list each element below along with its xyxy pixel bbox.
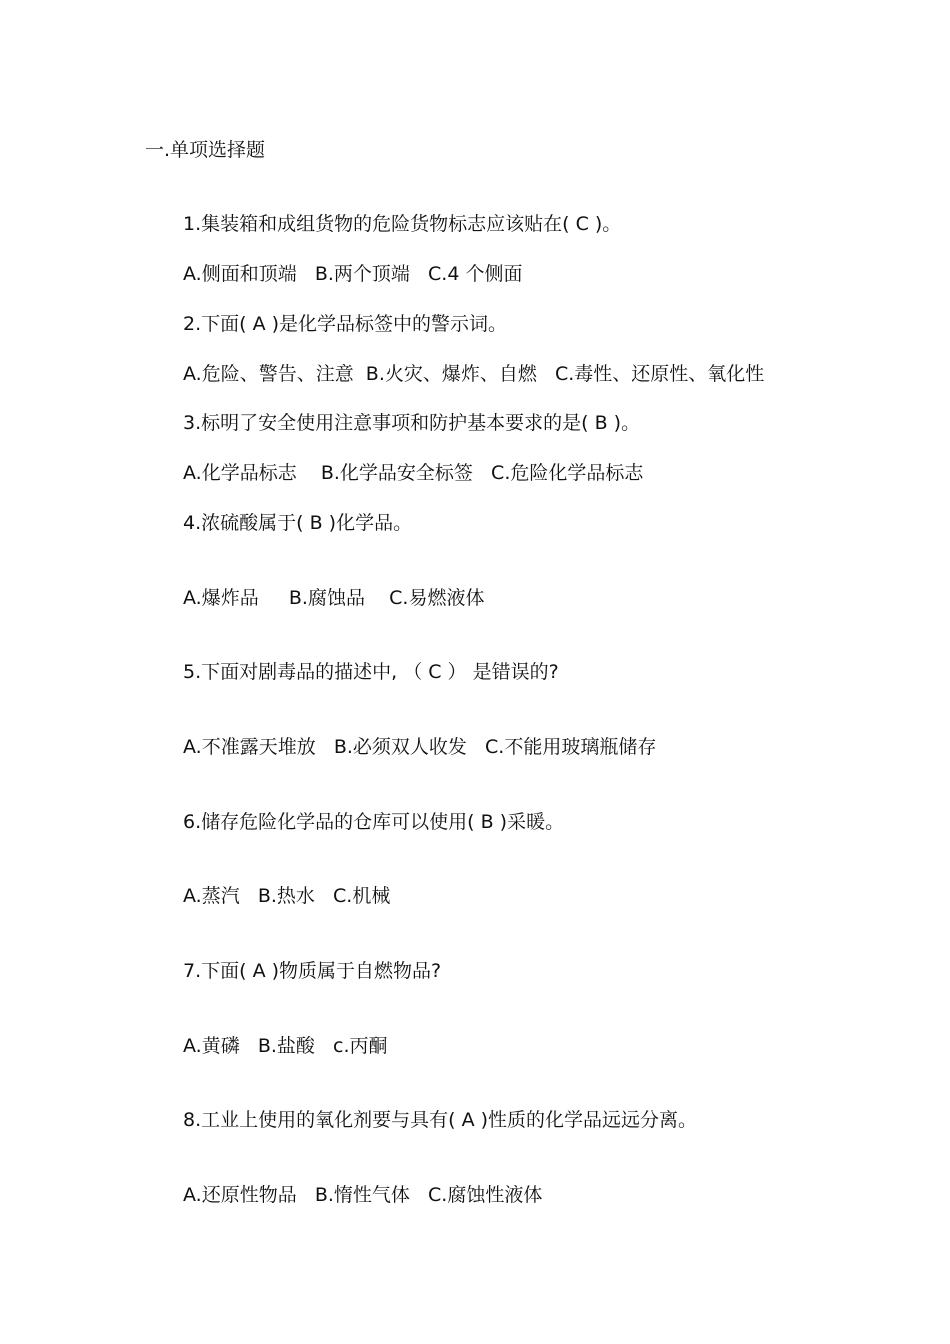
question-1: 1.集装箱和成组货物的危险货物标志应该贴在( C )。 xyxy=(183,213,622,235)
options-4: A.爆炸品 B.腐蚀品 C.易燃液体 xyxy=(183,587,485,609)
options-7: A.黄磷 B.盐酸 c.丙酮 xyxy=(183,1035,388,1057)
options-6: A.蒸汽 B.热水 C.机械 xyxy=(183,885,391,907)
section-title: 一.单项选择题 xyxy=(145,139,266,161)
question-4: 4.浓硫酸属于( B )化学品。 xyxy=(183,512,413,534)
options-8: A.还原性物品 B.惰性气体 C.腐蚀性液体 xyxy=(183,1184,543,1206)
options-3: A.化学品标志 B.化学品安全标签 C.危险化学品标志 xyxy=(183,462,644,484)
question-8: 8.工业上使用的氧化剂要与具有( A )性质的化学品远远分离。 xyxy=(183,1109,698,1131)
question-5: 5.下面对剧毒品的描述中, （ C ） 是错误的? xyxy=(183,661,559,683)
options-1: A.侧面和顶端 B.两个顶端 C.4 个侧面 xyxy=(183,263,523,285)
question-3: 3.标明了安全使用注意事项和防护基本要求的是( B )。 xyxy=(183,412,641,434)
options-5: A.不准露天堆放 B.必须双人收发 C.不能用玻璃瓶储存 xyxy=(183,736,657,758)
question-2: 2.下面( A )是化学品标签中的警示词。 xyxy=(183,313,508,335)
question-6: 6.储存危险化学品的仓库可以使用( B )采暖。 xyxy=(183,811,565,833)
question-7: 7.下面( A )物质属于自燃物品? xyxy=(183,960,442,982)
options-2: A.危险、警告、注意 B.火灾、爆炸、自燃 C.毒性、还原性、氧化性 xyxy=(183,363,765,385)
